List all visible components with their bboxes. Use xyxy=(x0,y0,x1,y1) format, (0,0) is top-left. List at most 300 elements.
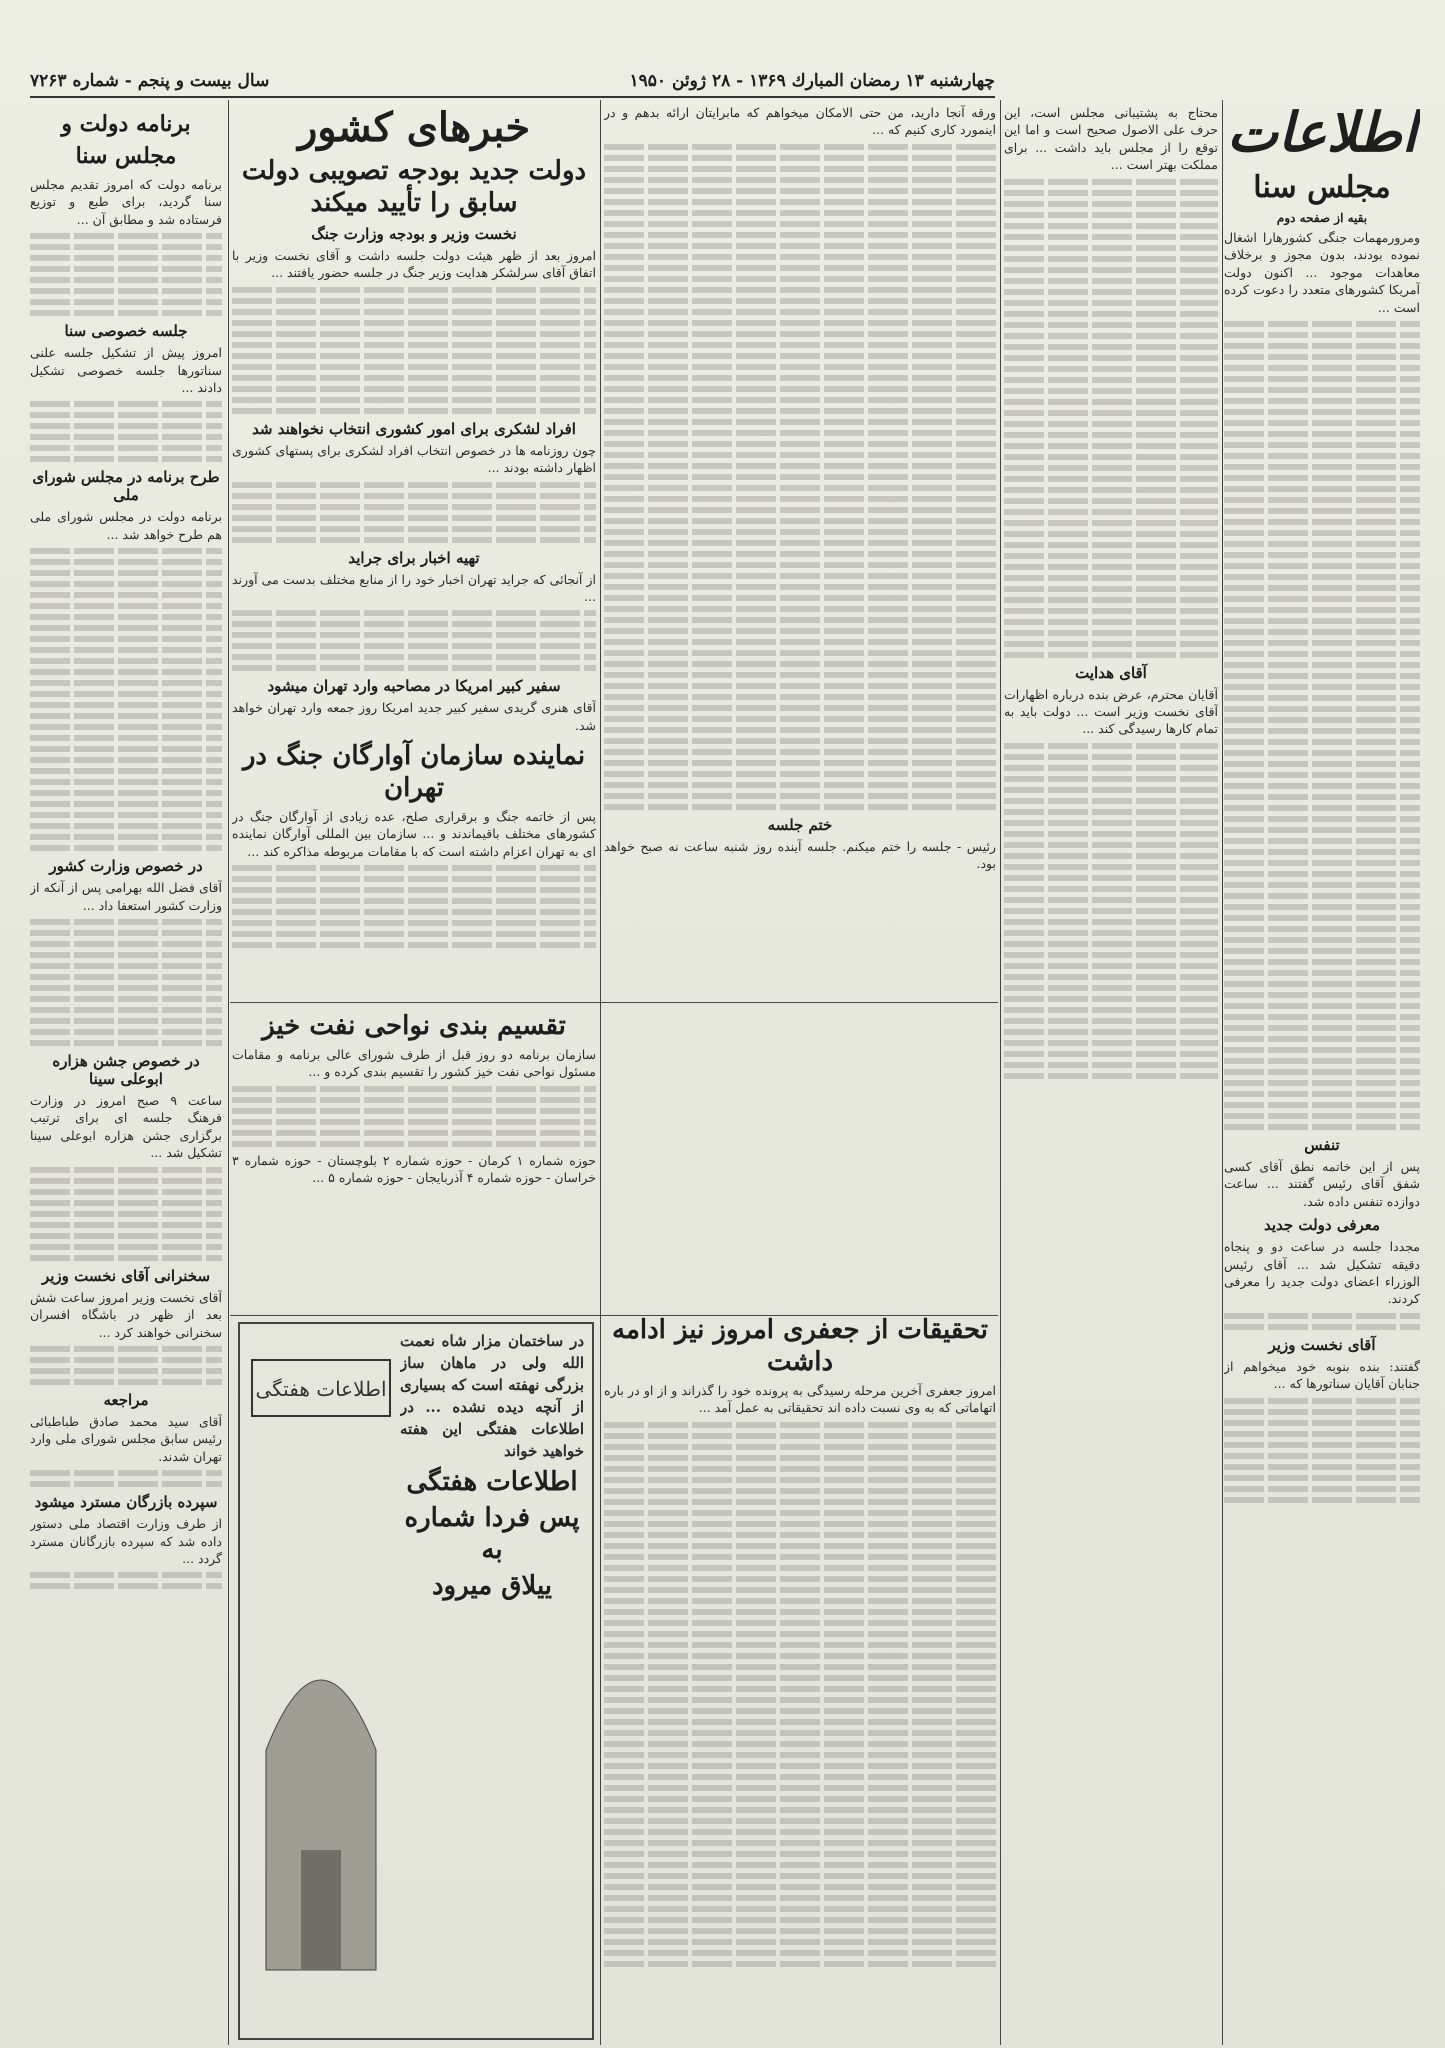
subhead: جلسه خصوصی سنا xyxy=(64,322,188,341)
text-filler xyxy=(30,233,222,239)
text-filler xyxy=(30,266,222,272)
subhead: تنفس xyxy=(1304,1136,1340,1155)
text-filler xyxy=(604,221,996,227)
text-filler xyxy=(30,570,222,576)
article-body: ومرورمهمات جنگی کشورهارا اشغال نموده بودند، بدون مجوز و برخلاف معاهدات موجود ... اکنون دولت آمریکا کشورهای متعدد را دعوت کرده است ... xyxy=(1224,230,1420,315)
text-filler xyxy=(604,1488,996,1494)
subhead: افراد لشکری برای امور کشوری انتخاب نخواهند شد xyxy=(252,419,576,438)
text-filler xyxy=(30,746,222,752)
text-filler xyxy=(232,375,596,381)
text-filler xyxy=(30,724,222,730)
text-filler xyxy=(604,430,996,436)
text-filler xyxy=(1224,1313,1420,1319)
text-filler xyxy=(1224,541,1420,547)
text-filler xyxy=(30,1470,222,1476)
text-filler xyxy=(604,320,996,326)
text-filler xyxy=(1224,1003,1420,1009)
text-filler xyxy=(30,1178,222,1184)
text-filler xyxy=(604,1774,996,1780)
text-filler xyxy=(604,705,996,711)
text-filler xyxy=(1004,619,1218,625)
text-filler xyxy=(1224,805,1420,811)
text-filler xyxy=(1004,509,1218,515)
text-filler xyxy=(30,581,222,587)
text-filler xyxy=(1224,1420,1420,1426)
text-filler xyxy=(604,1543,996,1549)
text-filler xyxy=(30,823,222,829)
ad-stamp: اطلاعات هفتگی xyxy=(255,1377,387,1401)
text-filler xyxy=(604,518,996,524)
text-filler xyxy=(1224,684,1420,690)
text-filler xyxy=(30,768,222,774)
text-filler xyxy=(30,1583,222,1589)
text-filler xyxy=(1004,952,1218,958)
oil-headline: تقسیم بندی نواحی نفت خیز xyxy=(262,1011,566,1041)
door-shape xyxy=(301,1850,341,1970)
text-filler xyxy=(1004,809,1218,815)
subhead: سپرده بازرگان مسترد میشود xyxy=(34,1493,218,1512)
text-filler xyxy=(30,1029,222,1035)
text-filler xyxy=(1224,530,1420,536)
text-filler xyxy=(1004,1062,1218,1068)
text-filler xyxy=(1004,597,1218,603)
text-filler xyxy=(1224,1475,1420,1481)
text-filler xyxy=(30,614,222,620)
issue-line: سال بیست و پنجم - شماره ۷۲۶۳ xyxy=(30,71,270,91)
ad-text-area xyxy=(400,1330,584,2020)
refugee-article xyxy=(232,736,596,996)
text-filler xyxy=(604,188,996,194)
text-filler xyxy=(1004,289,1218,295)
program-headline: برنامه دولت و مجلس سنا xyxy=(61,111,191,169)
text-filler xyxy=(604,749,996,755)
text-filler xyxy=(232,632,596,638)
text-filler xyxy=(604,331,996,337)
text-filler xyxy=(604,408,996,414)
text-filler xyxy=(604,661,996,667)
text-filler xyxy=(604,1818,996,1824)
text-filler xyxy=(1004,831,1218,837)
text-filler xyxy=(232,665,596,671)
text-filler xyxy=(1224,1036,1420,1042)
text-filler xyxy=(1004,1051,1218,1057)
text-filler xyxy=(1224,728,1420,734)
subhead-body: مجددا جلسه در ساعت دو و پنجاه دقیقه تشکیل شد ... آقای رئیس الوزراء اعضای دولت جدید را معرفی کردند. xyxy=(1224,1239,1420,1307)
text-filler xyxy=(1004,1007,1218,1013)
text-filler xyxy=(604,1851,996,1857)
text-filler xyxy=(30,1481,222,1487)
article-body: محتاج به پشتیبانی مجلس است، این حرف علی الاصول صحیح است و اما این توقع را از مجلس باید داشت ... برای مملکت بهتر است ... xyxy=(1004,105,1218,173)
text-filler xyxy=(232,1130,596,1136)
text-filler xyxy=(1004,1018,1218,1024)
text-filler xyxy=(1224,398,1420,404)
text-filler xyxy=(1004,586,1218,592)
text-filler xyxy=(1224,464,1420,470)
text-filler xyxy=(1004,432,1218,438)
text-filler xyxy=(1224,816,1420,822)
text-filler xyxy=(232,654,596,660)
text-filler xyxy=(1224,651,1420,657)
text-filler xyxy=(1224,970,1420,976)
text-filler xyxy=(1004,864,1218,870)
text-filler xyxy=(1224,640,1420,646)
date-line: چهارشنبه ۱۳ رمضان المبارك ۱۳۶۹ - ۲۸ ژوئن ۱۹۵۰ xyxy=(629,71,995,91)
subhead-body: آقای سید محمد صادق طباطبائی رئیس سابق مجلس شورای ملی وارد تهران شدند. xyxy=(30,1413,222,1464)
text-filler xyxy=(1224,717,1420,723)
senate-headline: مجلس سنا xyxy=(1253,170,1391,205)
text-filler xyxy=(604,1961,996,1967)
text-filler xyxy=(604,1477,996,1483)
text-filler xyxy=(1004,1040,1218,1046)
text-filler xyxy=(604,397,996,403)
text-filler xyxy=(30,1368,222,1374)
text-filler xyxy=(1224,1102,1420,1108)
text-filler xyxy=(1224,563,1420,569)
text-filler xyxy=(1004,377,1218,383)
text-filler xyxy=(232,865,596,871)
text-filler xyxy=(604,342,996,348)
text-filler xyxy=(604,364,996,370)
text-filler xyxy=(30,1379,222,1385)
text-filler xyxy=(232,309,596,315)
section-rule xyxy=(230,1002,998,1003)
text-filler xyxy=(604,1653,996,1659)
text-filler xyxy=(30,1040,222,1046)
text-filler xyxy=(232,515,596,521)
text-filler xyxy=(30,1167,222,1173)
text-filler xyxy=(1224,519,1420,525)
text-filler xyxy=(30,1572,222,1578)
text-filler xyxy=(604,1730,996,1736)
text-filler xyxy=(604,1444,996,1450)
text-filler xyxy=(232,526,596,532)
text-filler xyxy=(30,456,222,462)
text-filler xyxy=(604,1598,996,1604)
text-filler xyxy=(232,320,596,326)
text-filler xyxy=(30,277,222,283)
text-filler xyxy=(1224,332,1420,338)
text-filler xyxy=(30,845,222,851)
text-filler xyxy=(1004,608,1218,614)
text-filler xyxy=(1224,1047,1420,1053)
text-filler xyxy=(1004,201,1218,207)
text-filler xyxy=(1004,223,1218,229)
subhead: در خصوص جشن هزاره ابوعلی سینا xyxy=(52,1052,200,1089)
text-filler xyxy=(604,1741,996,1747)
text-filler xyxy=(1224,959,1420,965)
text-filler xyxy=(30,1244,222,1250)
text-filler xyxy=(232,1108,596,1114)
text-filler xyxy=(1224,420,1420,426)
subhead-body: گفتند: بنده بنوبه خود میخواهم از جنابان آقایان سناتورها که ... xyxy=(1224,1358,1420,1392)
text-filler xyxy=(604,1708,996,1714)
text-filler xyxy=(604,1554,996,1560)
text-filler xyxy=(232,1119,596,1125)
text-filler xyxy=(1004,564,1218,570)
text-filler xyxy=(232,876,596,882)
text-filler xyxy=(604,628,996,634)
text-filler xyxy=(1004,498,1218,504)
text-filler xyxy=(1224,1409,1420,1415)
text-filler xyxy=(604,199,996,205)
text-filler xyxy=(604,298,996,304)
text-filler xyxy=(1224,893,1420,899)
text-filler xyxy=(1004,322,1218,328)
subhead-body: پس از این خاتمه نطق آقای کسی شفق آقای رئیس گفتند ... ساعت دوازده تنفس داده شد. xyxy=(1224,1159,1420,1209)
article-body: امروز جعفری آخرین مرحله رسیدگی به پرونده خود را گذراند و از او در باره اتهاماتی که به وی نسبت داده اند تحقیقاتی به عمل آمد ... xyxy=(604,1383,996,1416)
text-filler xyxy=(604,1917,996,1923)
text-filler xyxy=(1224,937,1420,943)
text-filler xyxy=(1224,1058,1420,1064)
text-filler xyxy=(1004,410,1218,416)
text-filler xyxy=(1004,908,1218,914)
text-filler xyxy=(30,636,222,642)
text-filler xyxy=(232,408,596,414)
text-filler xyxy=(232,287,596,293)
text-filler xyxy=(1004,300,1218,306)
text-filler xyxy=(1004,820,1218,826)
text-filler xyxy=(1224,552,1420,558)
text-filler xyxy=(1224,1025,1420,1031)
text-filler xyxy=(232,610,596,616)
oil-article xyxy=(232,1006,596,1306)
text-filler xyxy=(1224,453,1420,459)
text-filler xyxy=(30,713,222,719)
text-filler xyxy=(604,1686,996,1692)
text-filler xyxy=(1224,1486,1420,1492)
text-filler xyxy=(1224,827,1420,833)
text-filler xyxy=(30,647,222,653)
text-filler xyxy=(604,551,996,557)
text-filler xyxy=(1224,431,1420,437)
text-filler xyxy=(232,386,596,392)
text-filler xyxy=(30,1018,222,1024)
text-filler xyxy=(604,210,996,216)
text-filler xyxy=(604,672,996,678)
text-filler xyxy=(1004,421,1218,427)
text-filler xyxy=(604,1884,996,1890)
text-filler xyxy=(1224,618,1420,624)
column-rule xyxy=(228,100,229,2045)
text-filler xyxy=(1004,553,1218,559)
text-filler xyxy=(1004,886,1218,892)
text-filler xyxy=(30,735,222,741)
article-body: ورقه آنجا دارید، من حتی الامکان میخواهم که مابرایتان ارائه بدهم و در اینمورد کاری کنیم که ... xyxy=(604,105,996,138)
text-filler xyxy=(1224,1124,1420,1130)
text-filler xyxy=(604,1752,996,1758)
text-filler xyxy=(1004,520,1218,526)
left-column xyxy=(30,104,222,2034)
subhead-body: ساعت ۹ صبح امروز در وزارت فرهنگ جلسه ای برای ترتیب برگزاری جشن هزاره ابوعلی سینا تشکیل شد ... xyxy=(30,1093,222,1161)
text-filler xyxy=(232,887,596,893)
text-filler xyxy=(1224,387,1420,393)
text-filler xyxy=(1224,1324,1420,1330)
subhead-body: آقایان محترم، عرض بنده درباره اظهارات آقای نخست وزیر است ... دولت باید به تمام کارها رسیدگی کند ... xyxy=(1004,686,1218,737)
text-filler xyxy=(30,1357,222,1363)
text-filler xyxy=(1004,278,1218,284)
subhead-body: برنامه دولت در مجلس شورای ملی هم طرح خواهد شد ... xyxy=(30,509,222,542)
text-filler xyxy=(1224,871,1420,877)
text-filler xyxy=(232,342,596,348)
text-filler xyxy=(232,504,596,510)
text-filler xyxy=(604,738,996,744)
text-filler xyxy=(604,1422,996,1428)
text-filler xyxy=(30,1189,222,1195)
column-rule xyxy=(1222,100,1223,2045)
text-filler xyxy=(232,298,596,304)
text-filler xyxy=(1004,487,1218,493)
text-filler xyxy=(604,1532,996,1538)
text-filler xyxy=(604,1510,996,1516)
text-filler xyxy=(1224,486,1420,492)
text-filler xyxy=(30,310,222,316)
text-filler xyxy=(604,793,996,799)
text-filler xyxy=(1224,596,1420,602)
text-filler xyxy=(604,1719,996,1725)
text-filler xyxy=(604,529,996,535)
text-filler xyxy=(1224,673,1420,679)
text-filler xyxy=(604,1576,996,1582)
text-filler xyxy=(1224,1398,1420,1404)
text-filler xyxy=(30,919,222,925)
text-filler xyxy=(1004,344,1218,350)
text-filler xyxy=(1224,629,1420,635)
text-filler xyxy=(1224,860,1420,866)
text-filler xyxy=(1004,765,1218,771)
text-filler xyxy=(232,621,596,627)
text-filler xyxy=(1004,853,1218,859)
text-filler xyxy=(30,401,222,407)
text-filler xyxy=(30,930,222,936)
inquiry-headline: تحقیقات از جعفری امروز نیز ادامه داشت xyxy=(612,1315,988,1377)
text-filler xyxy=(30,412,222,418)
text-filler xyxy=(232,1097,596,1103)
text-filler xyxy=(604,1785,996,1791)
subhead-body: امروز بعد از ظهر هیئت دولت جلسه داشت و آقای نخست وزیر با اتفاق آقای سرلشکر هدایت وزیر جنگ در جلسه حضور یافتند ... xyxy=(232,248,596,281)
subhead-body: از طرف وزارت اقتصاد ملی دستور داده شد که سپرده بازرگانان مسترد گردد ... xyxy=(30,1516,222,1566)
subhead-body: چون روزنامه ها در خصوص انتخاب افراد لشکری برای پستهای کشوری اظهار داشته بودند ... xyxy=(232,442,596,476)
text-filler xyxy=(1224,981,1420,987)
text-filler xyxy=(604,1631,996,1637)
article-body: سازمان برنامه دو روز قبل از طرف شورای عالی برنامه و مقامات مسئول نواحی نفت خیز کشور را تقسیم بندی کرده و ... xyxy=(232,1047,596,1080)
text-filler xyxy=(30,1200,222,1206)
text-filler xyxy=(30,996,222,1002)
text-filler xyxy=(604,782,996,788)
ad-line-2: پس فردا شماره به xyxy=(404,1503,580,1565)
text-filler xyxy=(30,702,222,708)
newspaper-logo: اطلاعات xyxy=(1227,100,1417,164)
text-filler xyxy=(604,276,996,282)
text-filler xyxy=(604,353,996,359)
text-filler xyxy=(30,801,222,807)
text-filler xyxy=(1004,974,1218,980)
text-filler xyxy=(1224,1080,1420,1086)
text-filler xyxy=(232,920,596,926)
text-filler xyxy=(1004,630,1218,636)
text-filler xyxy=(604,595,996,601)
text-filler xyxy=(30,423,222,429)
text-filler xyxy=(1004,212,1218,218)
text-filler xyxy=(604,1642,996,1648)
text-filler xyxy=(30,658,222,664)
text-filler xyxy=(604,1455,996,1461)
text-filler xyxy=(232,482,596,488)
text-filler xyxy=(604,452,996,458)
text-filler xyxy=(604,771,996,777)
text-filler xyxy=(1224,948,1420,954)
text-filler xyxy=(1224,497,1420,503)
text-filler xyxy=(30,680,222,686)
text-filler xyxy=(1224,794,1420,800)
text-filler xyxy=(1224,772,1420,778)
center-column xyxy=(604,104,996,994)
text-filler xyxy=(1004,996,1218,1002)
text-filler xyxy=(1224,475,1420,481)
text-filler xyxy=(232,909,596,915)
subhead: در خصوص وزارت کشور xyxy=(49,857,203,876)
text-filler xyxy=(232,1141,596,1147)
text-filler xyxy=(30,790,222,796)
text-filler xyxy=(604,166,996,172)
text-filler xyxy=(1224,508,1420,514)
text-filler xyxy=(604,474,996,480)
text-filler xyxy=(604,584,996,590)
text-filler xyxy=(232,397,596,403)
text-filler xyxy=(1224,574,1420,580)
subhead: تهیه اخبار برای جراید xyxy=(348,548,480,567)
text-filler xyxy=(1224,1091,1420,1097)
text-filler xyxy=(1224,926,1420,932)
refugee-headline: نماینده سازمان آوارگان جنگ در تهران xyxy=(242,741,586,803)
text-filler xyxy=(604,1807,996,1813)
text-filler xyxy=(30,288,222,294)
text-filler xyxy=(604,1873,996,1879)
text-filler xyxy=(604,1862,996,1868)
text-filler xyxy=(1004,743,1218,749)
text-filler xyxy=(232,537,596,543)
text-filler xyxy=(1004,963,1218,969)
text-filler xyxy=(30,244,222,250)
text-filler xyxy=(1004,311,1218,317)
text-filler xyxy=(604,1950,996,1956)
text-filler xyxy=(1224,662,1420,668)
text-filler xyxy=(604,419,996,425)
text-filler xyxy=(604,1796,996,1802)
text-filler xyxy=(30,445,222,451)
ad-line-3: ییلاق میرود xyxy=(431,1571,553,1601)
text-filler xyxy=(604,1939,996,1945)
column-rule xyxy=(1000,100,1001,2045)
text-filler xyxy=(30,1233,222,1239)
text-filler xyxy=(1004,366,1218,372)
text-filler xyxy=(1224,1113,1420,1119)
text-filler xyxy=(30,255,222,261)
article-body: پس از خاتمه جنگ و برقراری صلح، عده زیادی از آوارگان جنگ در کشورهای مختلف باقیماندند و ... سازمان بین المللی آوارگان نماینده ای به تهران اعزام داشته است که با مقامات مربوطه مذاکره کند ... xyxy=(232,809,596,859)
text-filler xyxy=(604,606,996,612)
text-filler xyxy=(604,1587,996,1593)
text-filler xyxy=(1224,343,1420,349)
text-filler xyxy=(1224,882,1420,888)
text-filler xyxy=(232,643,596,649)
text-filler xyxy=(604,1675,996,1681)
text-filler xyxy=(1004,454,1218,460)
text-filler xyxy=(1004,652,1218,658)
text-filler xyxy=(604,1433,996,1439)
text-filler xyxy=(1004,1073,1218,1079)
text-filler xyxy=(1004,388,1218,394)
subhead: سفیر کبیر امریکا در مصاحبه وارد تهران میشود xyxy=(267,677,561,696)
subhead-body: امروز پیش از تشکیل جلسه علنی سناتورها جلسه خصوصی تشکیل دادند ... xyxy=(30,345,222,396)
